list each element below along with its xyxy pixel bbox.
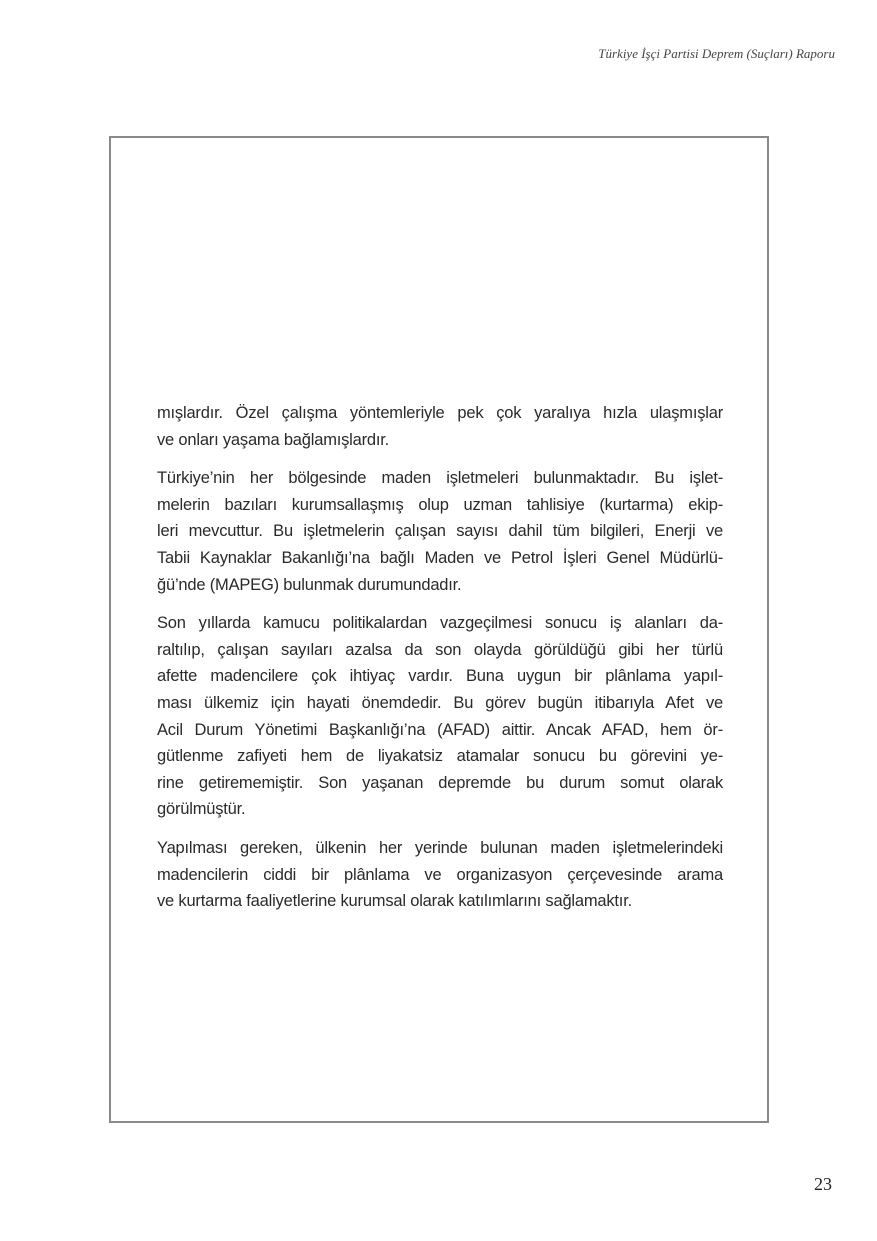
text-line: afette madencilere çok ihtiyaç vardır. Buna uygun bir plânlama yapıl- [157,667,723,686]
running-header: Türkiye İşçi Partisi Deprem (Suçları) Raporu [598,46,835,61]
text-line: gütlenme zafiyeti hem de liyakatsiz atamalar sonucu bu görevini ye- [157,747,723,766]
page-number: 23 [814,1174,832,1194]
text-line: leri mevcuttur. Bu işletmelerin çalışan sayısı dahil tüm bilgileri, Enerji ve [157,522,723,541]
text-line: melerin bazıları kurumsallaşmış olup uzman tahlisiye (kurtarma) ekip- [157,495,723,514]
paragraph [157,400,723,453]
text-line: raltılıp, çalışan sayıları azalsa da son olayda görüldüğü gibi her türlü [157,640,723,659]
paragraph [157,610,723,823]
text-line: Acil Durum Yönetimi Başkanlığı’na (AFAD) aittir. Ancak AFAD, hem ör- [157,720,723,739]
text-line: Yapılması gereken, ülkenin her yerinde bulunan maden işletmelerindeki [157,838,723,857]
text-line: Tabii Kaynaklar Bakanlığı’na bağlı Maden ve Petrol İşleri Genel Müdürlü- [157,548,723,567]
text-line: mışlardır. Özel çalışma yöntemleriyle pek çok yaralıya hızla ulaşmışlar [157,404,723,422]
paragraph [157,835,723,915]
text-line: rine getirememiştir. Son yaşanan depremde bu durum somut olarak [157,773,723,792]
text-line: Son yıllarda kamucu politikalardan vazgeçilmesi sonucu iş alanları da- [157,614,723,633]
text-line: Türkiye’nin her bölgesinde maden işletmeleri bulunmaktadır. Bu işlet- [157,469,723,488]
text-line: ve kurtarma faaliyetlerine kurumsal olarak katılımlarını sağlamaktır. [157,892,632,911]
text-line: ğü’nde (MAPEG) bulunmak durumundadır. [157,575,462,594]
text-line: görülmüştür. [157,800,246,819]
paragraph [157,465,723,598]
text-line: madencilerin ciddi bir plânlama ve organizasyon çerçevesinde arama [157,865,723,884]
body-text [157,400,723,927]
text-line: ması ülkemiz için hayati önemdedir. Bu görev bugün itibarıyla Afet ve [157,693,723,712]
text-line: ve onları yaşama bağlamışlardır. [157,430,390,449]
